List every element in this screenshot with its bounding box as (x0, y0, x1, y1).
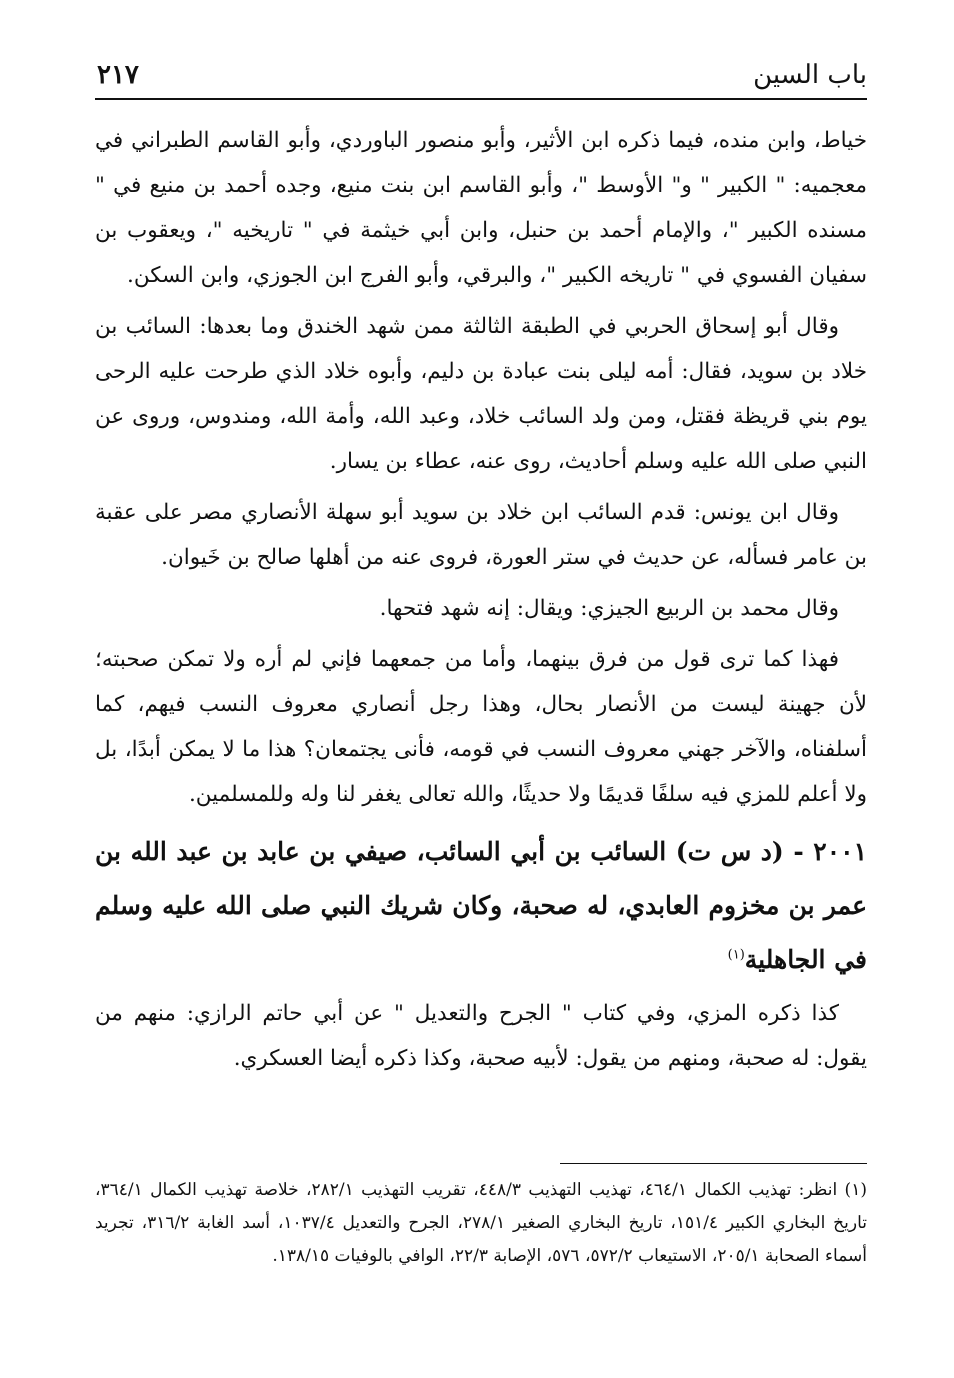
entry-heading (95, 825, 867, 987)
main-text (95, 118, 867, 1087)
paragraph-4: وقال محمد بن الربيع الجيزي: ويقال: إنه شهد فتحها. (379, 596, 839, 621)
entry-heading-text: ٢٠٠١ - (د س ت) السائب بن أبي السائب، صيفي بن عابد بن عبد الله بن عمر بن مخزوم العابدي، له صحبة، وكان شريك النبي صلى الله عليه وسلم في الجاهلية (95, 837, 867, 974)
footnotes (95, 1174, 867, 1273)
footnote-divider (560, 1163, 867, 1164)
running-title: باب السين (753, 60, 867, 90)
paragraph-3: وقال ابن يونس: قدم السائب ابن خلاد بن سويد أبو سهلة الأنصاري مصر على عقبة بن عامر فسأله، عن حديث في ستر العورة، فروى عنه من أهلها صالح بن خَيوان. (95, 500, 867, 570)
page-header (95, 56, 867, 100)
paragraph-5: فهذا كما ترى قول من فرق بينهما، وأما من جمعهما فإني لم أره ولا تمكن صحبته؛ لأن جهينة ليست من الأنصار بحال، وهذا رجل أنصاري معروف النسب فيهم، كما أسلفناه، والآخر جهني معروف النسب في قومه، فأنى يجتمعان؟ هذا ما لا يمكن أبدًا، بل ولا أعلم للمزي فيه سلفًا قديمًا ولا حديثًا، والله تعالى يغفر لنا وله وللمسلمين. (95, 647, 867, 807)
paragraph-1: خياط، وابن منده، فيما ذكره ابن الأثير، وأبو منصور الباوردي، وأبو القاسم الطبراني في معجميه: " الكبير " و" الأوسط "، وأبو القاسم ابن بنت منيع، وجده أحمد بن منيع في " مسنده الكبير "، والإمام أحمد بن حنبل، وابن أبي خيثمة في " تاريخيه "، ويعقوب بن سفيان الفسوي في " تاريخه الكبير "، والبرقي، وأبو الفرج ابن الجوزي، وابن السكن. (95, 128, 867, 288)
paragraph-2: وقال أبو إسحاق الحربي في الطبقة الثالثة ممن شهد الخندق وما بعدها: السائب بن خلاد بن سويد، فقال: أمه ليلى بنت عبادة بن دليم، وأبوه خلاد الذي طرحت عليه الرحى يوم بني قريظة فقتل، ومن ولد السائب خلاد، وعبد الله، وأمة الله، ومندوس، وروى عن النبي صلى الله عليه وسلم أحاديث، روى عنه، عطاء بن يسار. (95, 314, 867, 474)
paragraph-6: كذا ذكره المزي، وفي كتاب " الجرح والتعديل " عن أبي حاتم الرازي: منهم من يقول: له صحبة، ومنهم من يقول: لأبيه صحبة، وكذا ذكره أيضا العسكري. (95, 1001, 867, 1071)
page-number: ٢١٧ (97, 60, 139, 90)
footnote-1: (١) انظر: تهذيب الكمال ٤٦٤/١، تهذيب التهذيب ٤٤٨/٣، تقريب التهذيب ٢٨٢/١، خلاصة تهذيب الكمال ٣٦٤/١، تاريخ البخاري الكبير ١٥١/٤، تاريخ البخاري الصغير ٢٧٨/١، الجرح والتعديل ١٠٣٧/٤، أسد الغابة ٣١٦/٢، تجريد أسماء الصحابة ٢٠٥/١، الاستيعاب ٥٧٢/٢، ٥٧٦، الإصابة ٢٢/٣، الوافي بالوفيات ١٣٨/١٥. (95, 1180, 868, 1266)
footnote-marker: (١) (727, 947, 745, 963)
